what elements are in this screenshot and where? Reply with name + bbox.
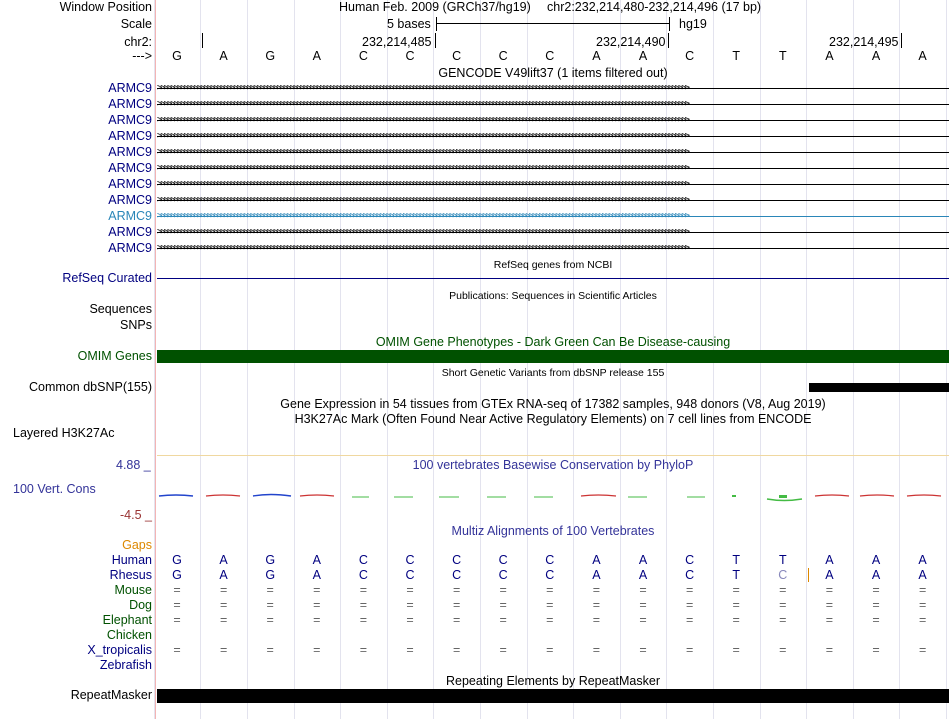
- repeatmasker-label[interactable]: RepeatMasker: [70, 688, 152, 702]
- match-symbol: =: [779, 583, 787, 597]
- ruler-tick: [435, 33, 436, 48]
- match-symbol: =: [918, 643, 927, 657]
- aligned-base: A: [638, 568, 648, 582]
- omim-feature-bar[interactable]: [157, 350, 949, 363]
- match-symbol: =: [592, 643, 601, 657]
- base-letter: G: [172, 49, 182, 63]
- match-symbol: =: [872, 583, 880, 597]
- aligned-base: C: [405, 553, 415, 567]
- species-label[interactable]: Zebrafish: [99, 658, 152, 672]
- species-label[interactable]: Human: [111, 553, 152, 567]
- gencode-gene-label[interactable]: ARMC9: [108, 81, 152, 95]
- aligned-base: C: [358, 568, 368, 582]
- strand-chevrons: >>>>>>>>>>>>>>>>>>>>>>>>>>>>>>>>>>>>>>>>>>>>>>>>>>>>>>>>>>>>>>>>>>>>>>>>>>>>>>>>>>>>>>>>>>>>>>>>>>>>>>>>>>>>>>>>>>>>>>>>>>>>>>>>>>>>>>>>>>>>>>>>>>>>>>>>>>>>>>>>: [157, 195, 688, 205]
- match-symbol: =: [313, 583, 321, 597]
- match-symbol: =: [313, 643, 321, 657]
- species-label[interactable]: Chicken: [106, 628, 152, 642]
- ruler-tick: [202, 33, 203, 48]
- aligned-base: A: [312, 553, 321, 567]
- match-symbol: =: [872, 643, 880, 657]
- base-letter: A: [825, 49, 834, 63]
- match-symbol: =: [546, 598, 554, 612]
- match-symbol: =: [173, 613, 181, 627]
- h3k27ac-baseline: [157, 455, 949, 456]
- chr-label: chr2:: [124, 35, 152, 49]
- gencode-transcript[interactable]: [157, 99, 949, 109]
- match-symbol: =: [452, 643, 461, 657]
- match-symbol: =: [779, 613, 787, 627]
- match-symbol: =: [406, 613, 414, 627]
- strand-chevrons: >>>>>>>>>>>>>>>>>>>>>>>>>>>>>>>>>>>>>>>>>>>>>>>>>>>>>>>>>>>>>>>>>>>>>>>>>>>>>>>>>>>>>>>>>>>>>>>>>>>>>>>>>>>>>>>>>>>>>>>>>>>>>>>>>>>>>>>>>>>>>>>>>>>>>>>>>>>>>>>>: [157, 211, 688, 221]
- match-symbol: =: [266, 613, 274, 627]
- dbsnp-label[interactable]: Common dbSNP(155): [29, 380, 152, 394]
- gencode-track-title[interactable]: GENCODE V49lift37 (1 items filtered out): [438, 66, 668, 80]
- aligned-base: A: [825, 568, 834, 582]
- assembly-text: Human Feb. 2009 (GRCh37/hg19): [339, 0, 531, 14]
- position-text[interactable]: chr2:232,214,480-232,214,496 (17 bp): [547, 0, 762, 14]
- species-label[interactable]: X_tropicalis: [87, 643, 152, 657]
- snps-label[interactable]: SNPs: [120, 318, 152, 332]
- base-gridline: [154, 0, 155, 719]
- match-symbol: =: [406, 643, 414, 657]
- gencode-gene-label[interactable]: ARMC9: [108, 113, 152, 127]
- match-symbol: =: [266, 643, 274, 657]
- coord-label: 232,214,495: [829, 35, 899, 49]
- base-letter: A: [638, 49, 648, 63]
- scale-bar: [436, 17, 670, 32]
- match-symbol: =: [173, 643, 181, 657]
- scale-db-text: hg19: [679, 17, 707, 31]
- aligned-base: A: [219, 568, 228, 582]
- aligned-base: A: [918, 568, 927, 582]
- match-symbol: =: [732, 643, 740, 657]
- scale-text: 5 bases: [387, 17, 431, 31]
- aligned-base: C: [358, 553, 368, 567]
- match-symbol: =: [639, 613, 647, 627]
- gencode-transcript[interactable]: [157, 211, 949, 221]
- track-left-border: [155, 0, 156, 719]
- match-symbol: =: [499, 643, 507, 657]
- ruler-tick: [901, 33, 902, 48]
- strand-chevrons: >>>>>>>>>>>>>>>>>>>>>>>>>>>>>>>>>>>>>>>>>>>>>>>>>>>>>>>>>>>>>>>>>>>>>>>>>>>>>>>>>>>>>>>>>>>>>>>>>>>>>>>>>>>>>>>>>>>>>>>>>>>>>>>>>>>>>>>>>>>>>>>>>>>>>>>>>>>>>>>>: [157, 179, 688, 189]
- gencode-transcript[interactable]: [157, 147, 949, 157]
- match-symbol: =: [546, 643, 554, 657]
- strand-chevrons: >>>>>>>>>>>>>>>>>>>>>>>>>>>>>>>>>>>>>>>>>>>>>>>>>>>>>>>>>>>>>>>>>>>>>>>>>>>>>>>>>>>>>>>>>>>>>>>>>>>>>>>>>>>>>>>>>>>>>>>>>>>>>>>>>>>>>>>>>>>>>>>>>>>>>>>>>>>>>>>>: [157, 131, 688, 141]
- match-symbol: =: [732, 598, 740, 612]
- gencode-transcript[interactable]: [157, 163, 949, 173]
- h3k27ac-track-title[interactable]: H3K27Ac Mark (Often Found Near Active Regulatory Elements) on 7 cell lines from ENCODE: [294, 412, 812, 426]
- aligned-base: C: [405, 568, 415, 582]
- match-symbol: =: [266, 598, 274, 612]
- publications-track-title[interactable]: Publications: Sequences in Scientific Articles: [449, 290, 657, 302]
- gencode-gene-label[interactable]: ARMC9: [108, 161, 152, 175]
- gap-marker: [808, 568, 809, 582]
- match-symbol: =: [173, 598, 181, 612]
- match-symbol: =: [499, 613, 507, 627]
- omim-label[interactable]: OMIM Genes: [77, 349, 152, 363]
- aligned-base: C: [498, 553, 508, 567]
- scale-label: Scale: [120, 17, 152, 31]
- refseq-track-title[interactable]: RefSeq genes from NCBI: [493, 259, 613, 271]
- window-position-label: Window Position: [59, 0, 152, 14]
- species-label[interactable]: Dog: [129, 598, 152, 612]
- gencode-gene-label[interactable]: ARMC9: [108, 241, 152, 255]
- match-symbol: =: [779, 598, 787, 612]
- strand-chevrons: >>>>>>>>>>>>>>>>>>>>>>>>>>>>>>>>>>>>>>>>>>>>>>>>>>>>>>>>>>>>>>>>>>>>>>>>>>>>>>>>>>>>>>>>>>>>>>>>>>>>>>>>>>>>>>>>>>>>>>>>>>>>>>>>>>>>>>>>>>>>>>>>>>>>>>>>>>>>>>>>: [157, 99, 688, 109]
- match-symbol: =: [639, 583, 647, 597]
- phylop-graph[interactable]: [157, 486, 949, 506]
- base-letter: C: [498, 49, 508, 63]
- match-symbol: =: [825, 583, 834, 597]
- gtex-track-title[interactable]: Gene Expression in 54 tissues from GTEx RNA-seq of 17382 samples, 948 donors (V8, Aug 2019): [280, 397, 826, 411]
- match-symbol: =: [825, 643, 834, 657]
- species-label[interactable]: Rhesus: [109, 568, 152, 582]
- aligned-base: C: [778, 568, 788, 582]
- match-symbol: =: [499, 583, 507, 597]
- ruler-tick: [668, 33, 669, 48]
- strand-chevrons: >>>>>>>>>>>>>>>>>>>>>>>>>>>>>>>>>>>>>>>>>>>>>>>>>>>>>>>>>>>>>>>>>>>>>>>>>>>>>>>>>>>>>>>>>>>>>>>>>>>>>>>>>>>>>>>>>>>>>>>>>>>>>>>>>>>>>>>>>>>>>>>>>>>>>>>>>>>>>>>>: [157, 115, 688, 125]
- match-symbol: =: [918, 598, 927, 612]
- gencode-gene-label[interactable]: ARMC9: [108, 177, 152, 191]
- aligned-base: A: [638, 553, 648, 567]
- match-symbol: =: [592, 613, 601, 627]
- strand-chevrons: >>>>>>>>>>>>>>>>>>>>>>>>>>>>>>>>>>>>>>>>>>>>>>>>>>>>>>>>>>>>>>>>>>>>>>>>>>>>>>>>>>>>>>>>>>>>>>>>>>>>>>>>>>>>>>>>>>>>>>>>>>>>>>>>>>>>>>>>>>>>>>>>>>>>>>>>>>>>>>>>: [157, 147, 688, 157]
- match-symbol: =: [452, 598, 461, 612]
- match-symbol: =: [918, 583, 927, 597]
- gencode-transcript[interactable]: [157, 115, 949, 125]
- match-symbol: =: [732, 583, 740, 597]
- gencode-transcript[interactable]: [157, 131, 949, 141]
- match-symbol: =: [592, 598, 601, 612]
- base-letter: C: [358, 49, 368, 63]
- aligned-base: C: [452, 568, 462, 582]
- aligned-base: A: [312, 568, 321, 582]
- gaps-label: Gaps: [122, 538, 152, 552]
- aligned-base: C: [545, 553, 555, 567]
- match-symbol: =: [685, 643, 694, 657]
- aligned-base: C: [498, 568, 508, 582]
- strand-chevrons: >>>>>>>>>>>>>>>>>>>>>>>>>>>>>>>>>>>>>>>>>>>>>>>>>>>>>>>>>>>>>>>>>>>>>>>>>>>>>>>>>>>>>>>>>>>>>>>>>>>>>>>>>>>>>>>>>>>>>>>>>>>>>>>>>>>>>>>>>>>>>>>>>>>>>>>>>>>>>>>>: [157, 243, 688, 253]
- gencode-gene-label[interactable]: ARMC9: [108, 209, 152, 223]
- h3k27ac-label[interactable]: Layered H3K27Ac: [13, 426, 115, 440]
- omim-track-title[interactable]: OMIM Gene Phenotypes - Dark Green Can Be Disease-causing: [375, 335, 731, 349]
- match-symbol: =: [406, 583, 414, 597]
- base-letter: C: [405, 49, 415, 63]
- aligned-base: C: [685, 568, 695, 582]
- match-symbol: =: [359, 583, 368, 597]
- species-label[interactable]: Elephant: [102, 613, 152, 627]
- aligned-base: C: [545, 568, 555, 582]
- match-symbol: =: [779, 643, 787, 657]
- match-symbol: =: [452, 613, 461, 627]
- match-symbol: =: [359, 643, 368, 657]
- match-symbol: =: [173, 583, 181, 597]
- aligned-base: C: [452, 553, 462, 567]
- aligned-base: G: [265, 568, 276, 582]
- base-letter: C: [685, 49, 695, 63]
- repeatmasker-track-title[interactable]: Repeating Elements by RepeatMasker: [445, 674, 660, 688]
- strand-chevrons: >>>>>>>>>>>>>>>>>>>>>>>>>>>>>>>>>>>>>>>>>>>>>>>>>>>>>>>>>>>>>>>>>>>>>>>>>>>>>>>>>>>>>>>>>>>>>>>>>>>>>>>>>>>>>>>>>>>>>>>>>>>>>>>>>>>>>>>>>>>>>>>>>>>>>>>>>>>>>>>>: [157, 83, 688, 93]
- match-symbol: =: [266, 583, 274, 597]
- aligned-base: T: [778, 553, 787, 567]
- aligned-base: A: [871, 568, 881, 582]
- aligned-base: A: [592, 568, 601, 582]
- match-symbol: =: [592, 583, 601, 597]
- base-letter: A: [219, 49, 228, 63]
- strand-chevrons: >>>>>>>>>>>>>>>>>>>>>>>>>>>>>>>>>>>>>>>>>>>>>>>>>>>>>>>>>>>>>>>>>>>>>>>>>>>>>>>>>>>>>>>>>>>>>>>>>>>>>>>>>>>>>>>>>>>>>>>>>>>>>>>>>>>>>>>>>>>>>>>>>>>>>>>>>>>>>>>>: [157, 163, 688, 173]
- match-symbol: =: [685, 583, 694, 597]
- gencode-transcript[interactable]: [157, 83, 949, 93]
- coord-label: 232,214,485: [362, 35, 432, 49]
- match-symbol: =: [313, 613, 321, 627]
- phylop-track-title[interactable]: 100 vertebrates Basewise Conservation by PhyloP: [412, 458, 694, 472]
- base-letter: A: [918, 49, 927, 63]
- base-letter: C: [545, 49, 555, 63]
- aligned-base: G: [265, 553, 276, 567]
- match-symbol: =: [732, 613, 740, 627]
- match-symbol: =: [685, 598, 694, 612]
- aligned-base: A: [219, 553, 228, 567]
- gencode-transcript[interactable]: [157, 195, 949, 205]
- base-letter: T: [732, 49, 740, 63]
- match-symbol: =: [685, 613, 694, 627]
- aligned-base: T: [732, 553, 740, 567]
- phylop-max-label: 4.88 _: [116, 458, 151, 472]
- phylop-label[interactable]: 100 Vert. Cons: [13, 482, 96, 496]
- strand-chevrons: >>>>>>>>>>>>>>>>>>>>>>>>>>>>>>>>>>>>>>>>>>>>>>>>>>>>>>>>>>>>>>>>>>>>>>>>>>>>>>>>>>>>>>>>>>>>>>>>>>>>>>>>>>>>>>>>>>>>>>>>>>>>>>>>>>>>>>>>>>>>>>>>>>>>>>>>>>>>>>>>: [157, 227, 688, 237]
- base-letter: G: [265, 49, 276, 63]
- aligned-base: A: [871, 553, 881, 567]
- gencode-gene-label[interactable]: ARMC9: [108, 129, 152, 143]
- phylop-min-label: -4.5 _: [120, 508, 152, 522]
- dbsnp-variant-bar[interactable]: [809, 383, 949, 392]
- match-symbol: =: [219, 613, 228, 627]
- multiz-track-title[interactable]: Multiz Alignments of 100 Vertebrates: [451, 524, 655, 538]
- base-letter: A: [592, 49, 601, 63]
- aligned-base: A: [825, 553, 834, 567]
- match-symbol: =: [452, 583, 461, 597]
- gencode-transcript[interactable]: [157, 227, 949, 237]
- gencode-gene-label[interactable]: ARMC9: [108, 145, 152, 159]
- base-letter: T: [778, 49, 787, 63]
- match-symbol: =: [313, 598, 321, 612]
- aligned-base: T: [732, 568, 740, 582]
- match-symbol: =: [359, 598, 368, 612]
- base-letter: A: [312, 49, 321, 63]
- match-symbol: =: [825, 613, 834, 627]
- match-symbol: =: [872, 613, 880, 627]
- match-symbol: =: [918, 613, 927, 627]
- aligned-base: A: [918, 553, 927, 567]
- base-letter: C: [452, 49, 462, 63]
- strand-arrow-label[interactable]: --->: [132, 49, 152, 63]
- match-symbol: =: [359, 613, 368, 627]
- gencode-gene-label[interactable]: ARMC9: [108, 225, 152, 239]
- base-letter: A: [871, 49, 881, 63]
- match-symbol: =: [406, 598, 414, 612]
- sequences-label[interactable]: Sequences: [89, 302, 152, 316]
- match-symbol: =: [546, 613, 554, 627]
- match-symbol: =: [219, 598, 228, 612]
- aligned-base: A: [592, 553, 601, 567]
- match-symbol: =: [219, 583, 228, 597]
- aligned-base: C: [685, 553, 695, 567]
- coord-label: 232,214,490: [596, 35, 666, 49]
- refseq-label[interactable]: RefSeq Curated: [62, 271, 152, 285]
- match-symbol: =: [639, 643, 647, 657]
- match-symbol: =: [546, 583, 554, 597]
- gencode-gene-label[interactable]: ARMC9: [108, 97, 152, 111]
- gencode-transcript[interactable]: [157, 243, 949, 253]
- aligned-base: G: [172, 553, 182, 567]
- match-symbol: =: [872, 598, 880, 612]
- repeatmasker-bar[interactable]: [157, 689, 949, 703]
- species-label[interactable]: Mouse: [114, 583, 152, 597]
- match-symbol: =: [499, 598, 507, 612]
- match-symbol: =: [219, 643, 228, 657]
- aligned-base: G: [172, 568, 182, 582]
- match-symbol: =: [825, 598, 834, 612]
- gencode-transcript[interactable]: [157, 179, 949, 189]
- dbsnp-track-title[interactable]: Short Genetic Variants from dbSNP release 155: [441, 367, 665, 379]
- refseq-gene-line[interactable]: [157, 278, 949, 279]
- gencode-gene-label[interactable]: ARMC9: [108, 193, 152, 207]
- match-symbol: =: [639, 598, 647, 612]
